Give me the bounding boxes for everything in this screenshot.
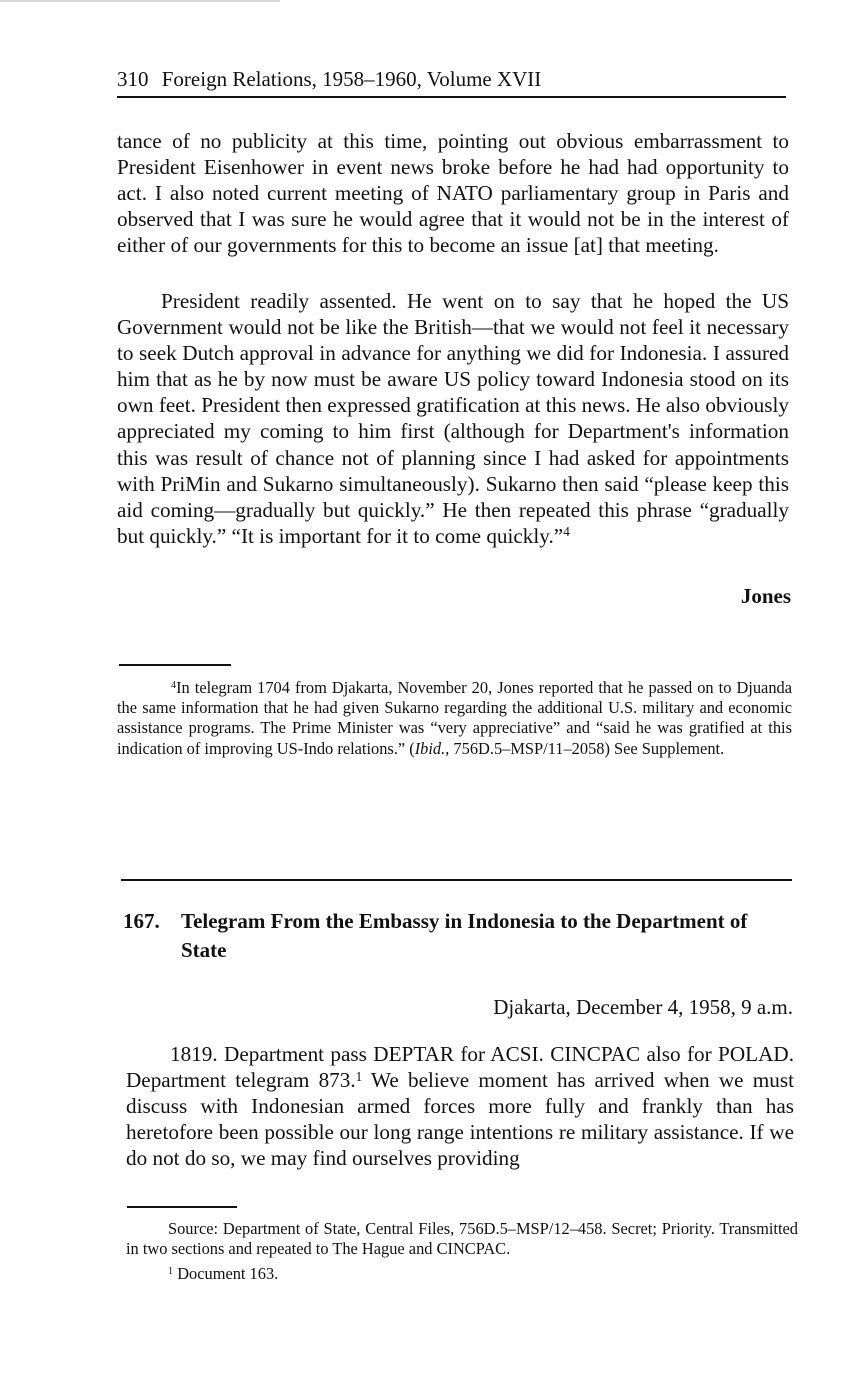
body-paragraph-continuation (117, 128, 789, 258)
document-separator (121, 879, 792, 881)
document-heading (123, 907, 791, 965)
footnote (126, 1264, 798, 1284)
volume-title: Foreign Relations, 1958–1960, Volume XVII (161, 67, 542, 91)
body-paragraph-text: 1819. Department pass DEPTAR for ACSI. CINCPAC also for POLAD. Department telegram 873. (126, 1042, 794, 1093)
body-paragraph-text: President readily assented. He went on to say that he hoped the US Government would not be like the British—that we would not feel it necessary to seek Dutch approval in advance for anything we did for Indonesia. I assured him that as he by now must be aware US policy toward Indonesia stood on its own feet. President then expressed gratification at this news. He also obviously appreciated my coming to him first (although for Department's information this was result of chance not of planning since I had asked for appointments with PriMin and Sukarno simultaneously). Sukarno then said “please keep this aid coming—gradually but quickly.” He then repeated this phrase “gradually but quickly.” “It is important for it to come quickly.” (117, 289, 789, 548)
footnote-marker: 1 (168, 1265, 174, 1277)
footnote-text: In telegram 1704 from Djakarta, November 20, Jones reported that he passed on to Djuanda the same information that he had given Sukarno regarding the additional U.S. military and economic assistance programs. The Prime Minister was “very appreciative” and “said he was gratified at this indication of improving US-Indo relations.” ( (117, 678, 792, 758)
footnote-ibid: Ibid. (414, 738, 446, 758)
page-edge-shadow (0, 0, 280, 2)
signature: Jones (740, 584, 791, 608)
footnote-text: Document 163. (177, 1264, 279, 1283)
source-note-text: Source: Department of State, Central Files, 756D.5–MSP/12–458. Secret; Priority. Transmitted in two sections and repeated to The Hague and CINCPAC. (126, 1219, 798, 1259)
running-header (117, 66, 786, 98)
footnote-reference: 1 (355, 1068, 363, 1084)
document-number: 167. (123, 909, 160, 933)
document-title: Telegram From the Embassy in Indonesia to the Department of State (181, 909, 748, 962)
footnote-reference: 4 (563, 524, 570, 540)
body-paragraph-text-end: We believe moment has arrived when we must discuss with Indonesian armed forces more fully and frankly than has heretofore been possible our long range intentions re military assistance. If we do not do so, we may find ourselves providing (126, 1068, 794, 1171)
footnote-text-end: , 756D.5–MSP/11–2058) See Supplement. (445, 738, 725, 758)
footnote (117, 678, 792, 759)
footnote-divider (127, 1206, 237, 1208)
dateline: Djakarta, December 4, 1958, 9 a.m. (493, 995, 793, 1019)
body-paragraph-text: tance of no publicity at this time, pointing out obvious embarrassment to President Eisenhower in event news broke before he had had opportunity to act. I also noted current meeting of NATO parliamentary group in Paris and observed that I was sure he would agree that it would not be in the interest of either of our governments for this to become an issue [at] that meeting. (117, 129, 789, 258)
body-paragraph (126, 1041, 794, 1171)
body-paragraph (117, 288, 789, 549)
source-note (126, 1219, 798, 1259)
footnote-marker: 4 (171, 679, 177, 691)
page-number: 310 (117, 67, 149, 91)
footnote-divider (119, 664, 231, 666)
